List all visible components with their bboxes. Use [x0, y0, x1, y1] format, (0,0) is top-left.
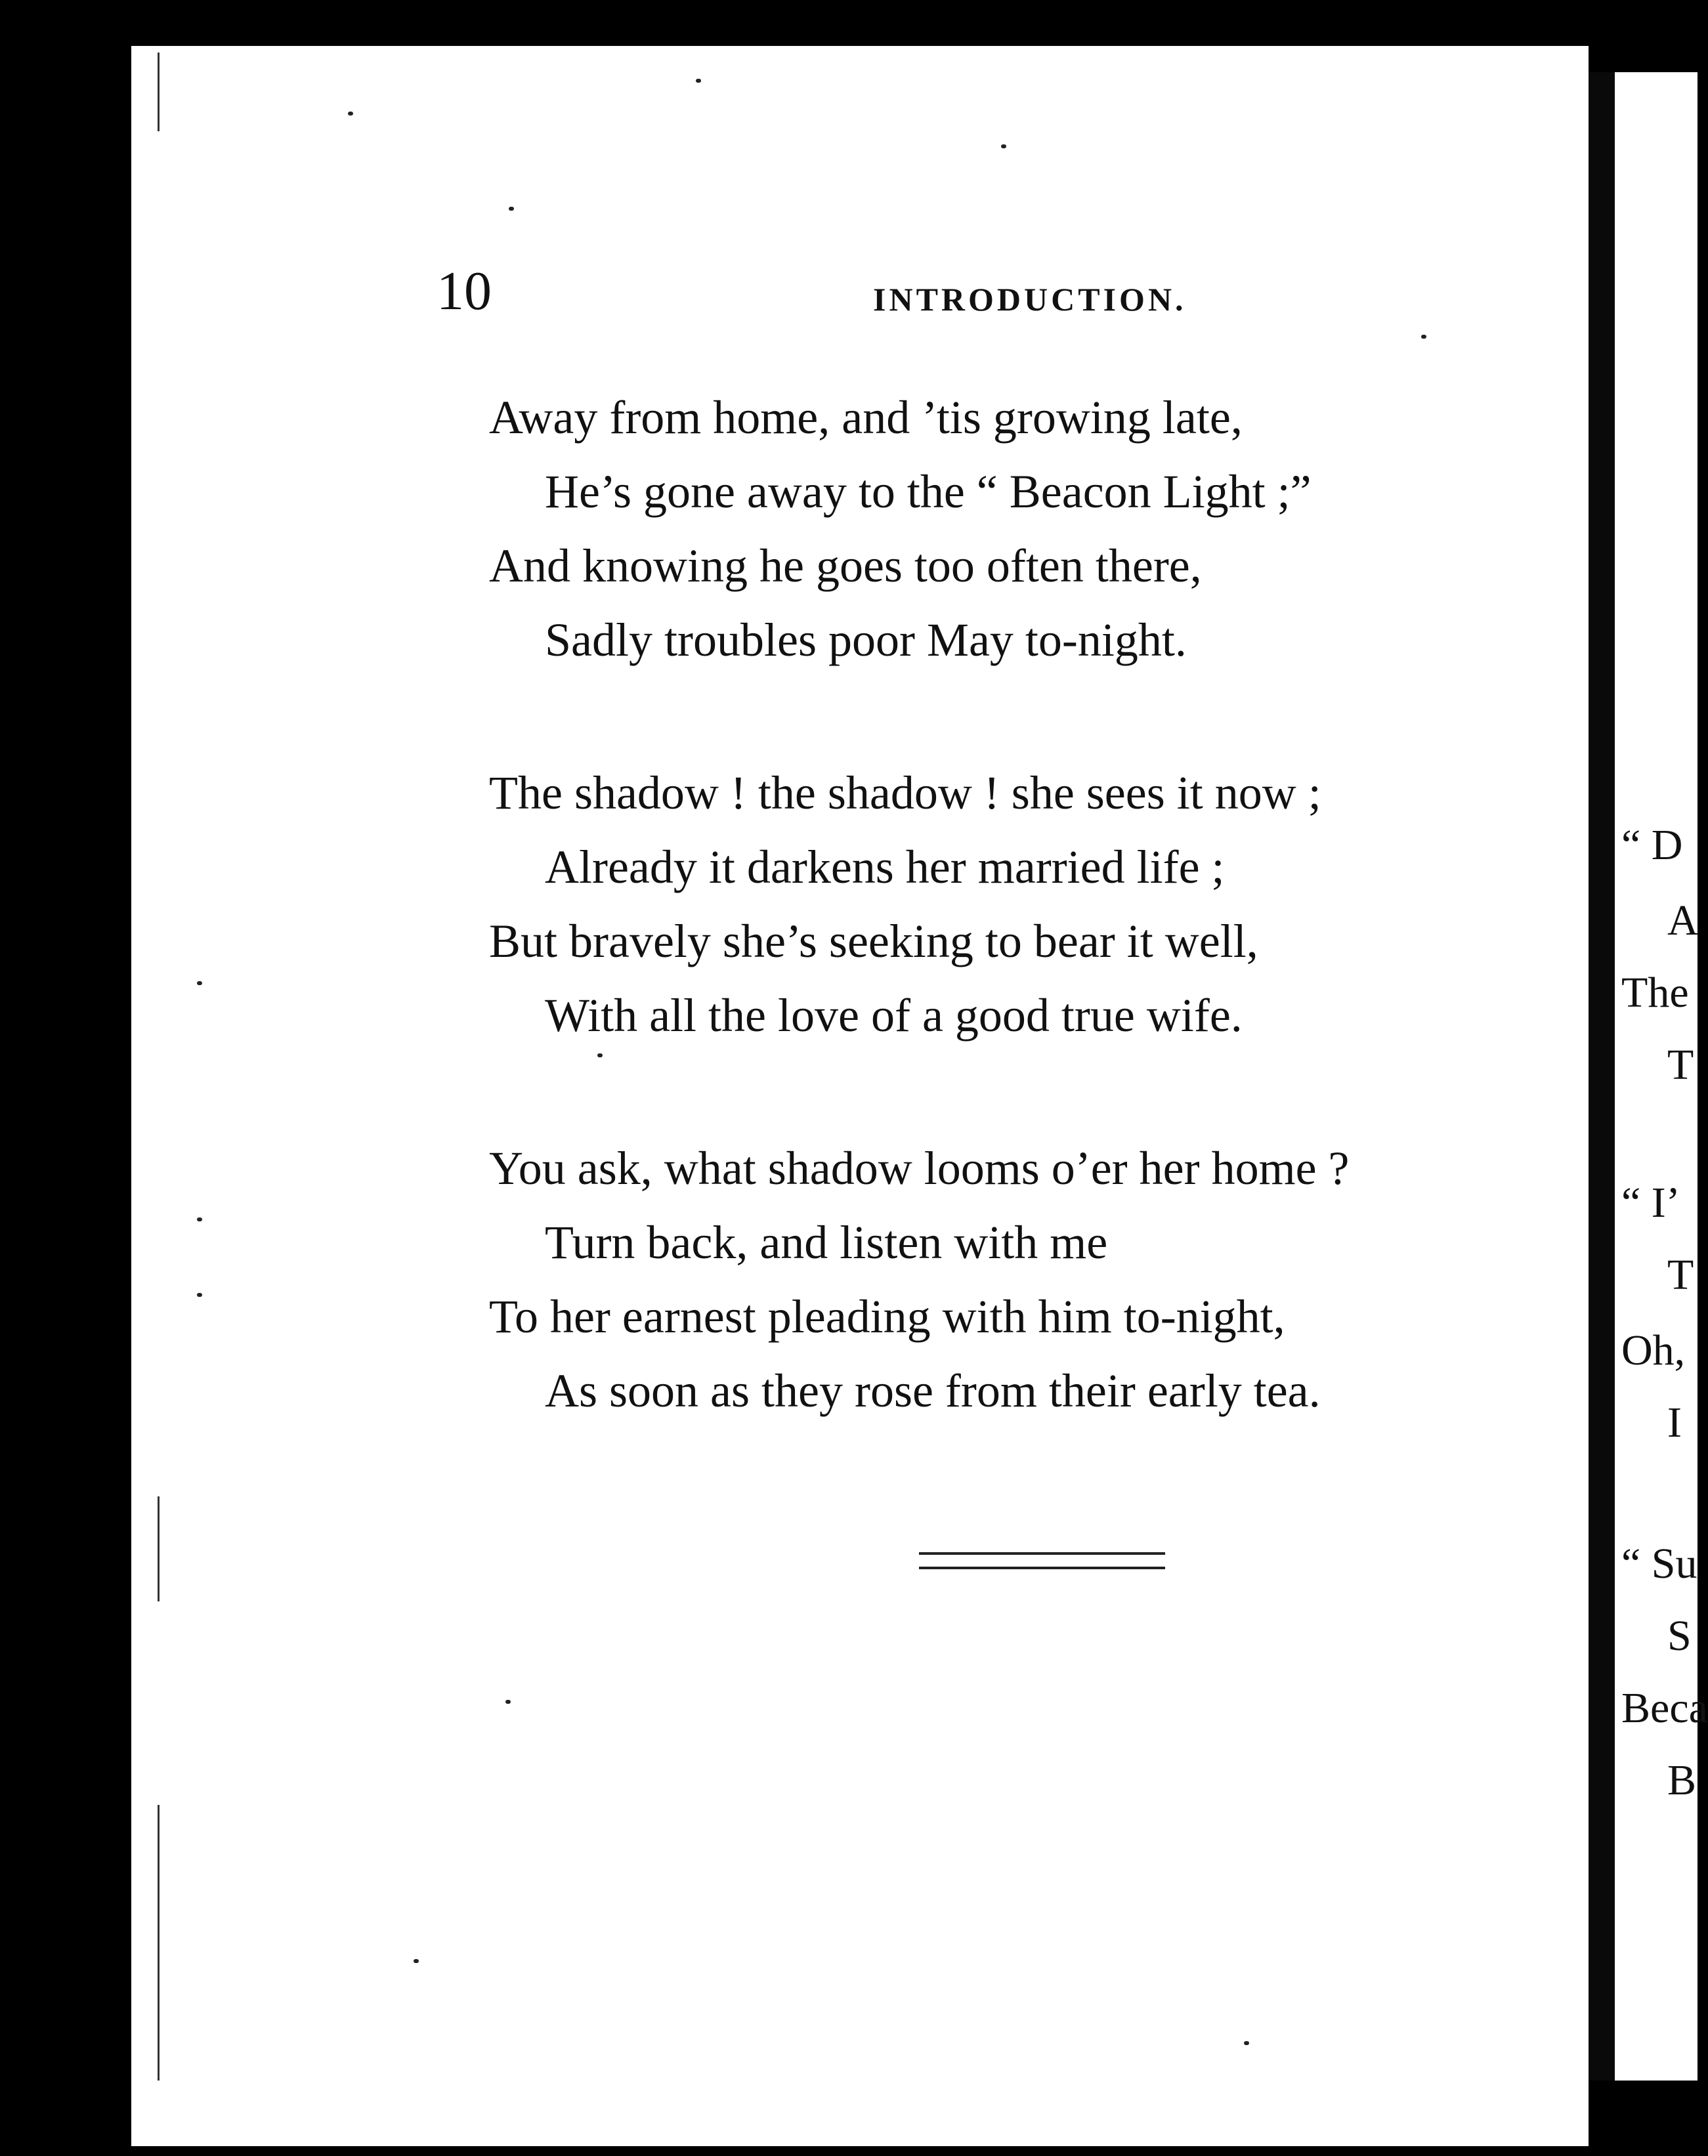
facing-fragment: Oh,: [1621, 1326, 1686, 1374]
facing-fragment: Beca: [1621, 1684, 1708, 1732]
scan-artifact: [597, 1053, 603, 1057]
gutter-shadow: [1589, 72, 1615, 2081]
poem-line: The shadow ! the shadow ! she sees it now ;: [489, 767, 1321, 819]
scan-artifact: [348, 112, 353, 116]
facing-fragment: T: [1667, 1251, 1694, 1299]
facing-fragment: B: [1667, 1756, 1697, 1804]
poem-line: You ask, what shadow looms o’er her home ?: [489, 1142, 1350, 1194]
facing-fragment: A: [1667, 897, 1699, 944]
poem-line: As soon as they rose from their early tea.: [545, 1364, 1321, 1417]
stanza: [489, 756, 1539, 1053]
scan-artifact: [197, 1293, 202, 1297]
poem-line: And knowing he goes too often there,: [489, 539, 1202, 592]
poem-line: Sadly troubles poor May to-night.: [545, 614, 1187, 666]
scan-artifact: [158, 1496, 160, 1601]
scan-artifact: [1421, 335, 1426, 339]
running-head: INTRODUCTION.: [873, 281, 1187, 318]
poem-line: Already it darkens her married life ;: [545, 841, 1225, 893]
page-header: [437, 259, 1224, 325]
scan-artifact: [158, 53, 160, 131]
scan-artifact: [414, 1959, 419, 1963]
facing-fragment: “ Su: [1621, 1540, 1697, 1588]
facing-page: [1615, 72, 1708, 2081]
scan-artifact: [197, 1217, 202, 1221]
stanza: [489, 381, 1539, 677]
facing-fragment: “ D: [1621, 821, 1683, 869]
scan-artifact: [1001, 144, 1006, 148]
facing-fragment: “ I’: [1621, 1179, 1680, 1227]
scan-artifact: [158, 1805, 160, 2081]
facing-fragment: T: [1667, 1041, 1694, 1089]
facing-fragment: S: [1667, 1612, 1692, 1660]
stanza: [489, 1131, 1539, 1428]
page-number: 10: [437, 261, 492, 322]
poem-line: Turn back, and listen with me: [545, 1216, 1108, 1269]
poem-line: He’s gone away to the “ Beacon Light ;”: [545, 465, 1312, 518]
scan-artifact: [1244, 2041, 1249, 2045]
scan-artifact: [696, 79, 701, 83]
scan-artifact: [197, 981, 202, 985]
poem: [489, 381, 1539, 1507]
scan-artifact: [505, 1700, 511, 1704]
poem-line: To her earnest pleading with him to-night,: [489, 1290, 1285, 1343]
double-rule-divider: [919, 1552, 1165, 1569]
poem-line: But bravely she’s seeking to bear it well,: [489, 915, 1258, 967]
scan-artifact: [509, 207, 514, 211]
facing-fragment: The: [1621, 969, 1689, 1017]
poem-line: Away from home, and ’tis growing late,: [489, 391, 1243, 444]
facing-fragment: I: [1667, 1399, 1682, 1447]
poem-line: With all the love of a good true wife.: [545, 989, 1243, 1042]
